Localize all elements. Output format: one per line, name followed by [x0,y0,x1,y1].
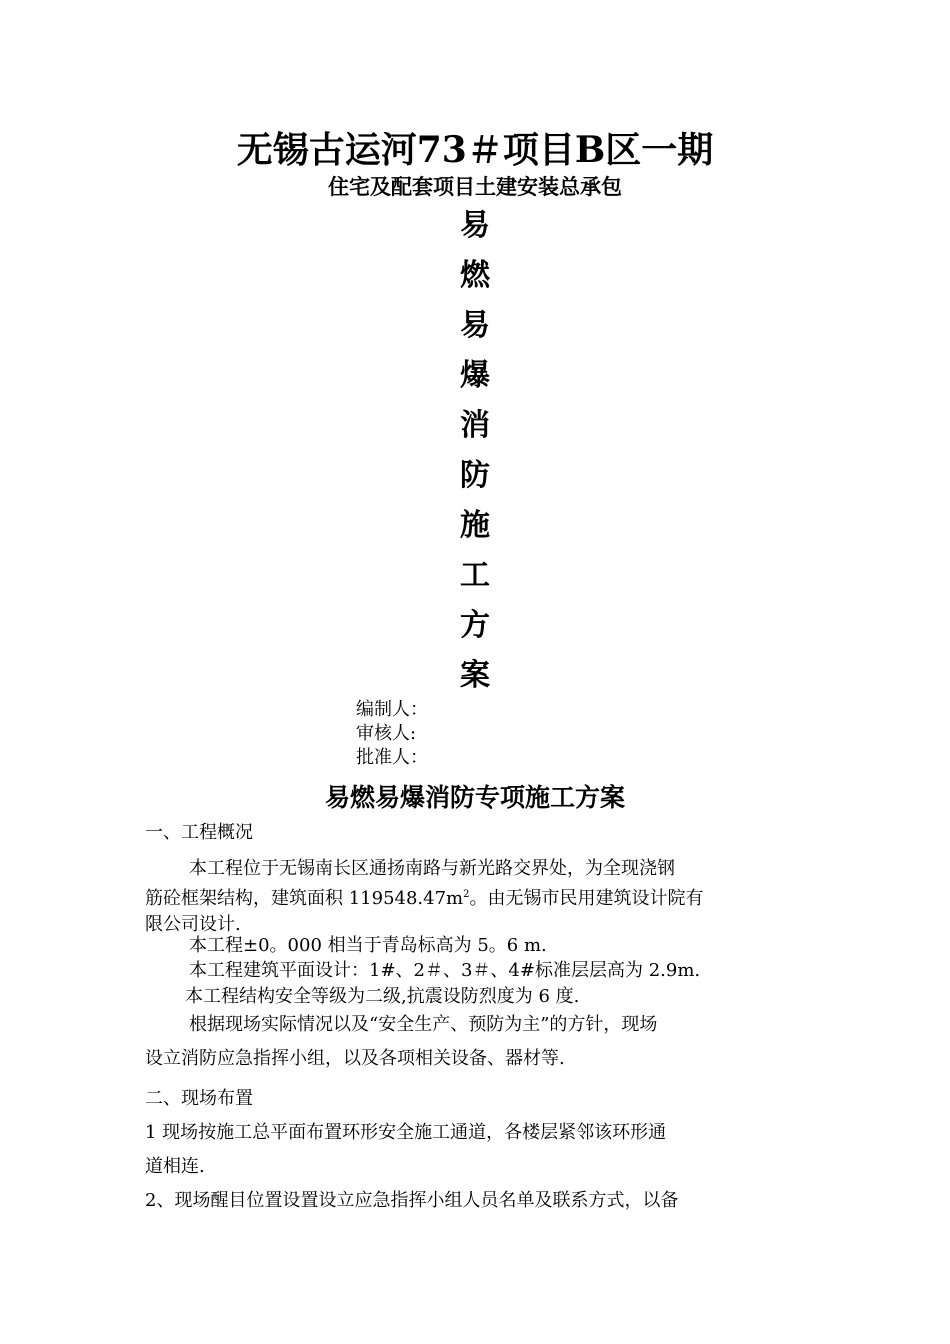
paragraph-line: 1 现场按施工总平面布置环形安全施工通道，各楼层紧邻该环形通 [145,1122,667,1143]
layout-section [145,1082,810,1218]
paragraph-line: 设立消防应急指挥小组，以及各项相关设备、器材等. [145,1048,565,1069]
overview-paragraph-4 [145,984,810,1010]
paragraph-line: 本工程结构安全等级为二级,抗震设防烈度为 6 度. [185,986,580,1007]
document-subtitle: 住宅及配套项目土建安装总承包 [328,174,622,199]
text-span: 。由无锡市民用建筑设计院有 [469,888,704,909]
overview-paragraph-1 [145,856,810,938]
heading-text: 一、工程概况 [145,822,253,843]
reviewer-label: 审核人: [356,723,417,744]
signature-block [356,698,428,770]
vertical-title-char: 易 [460,208,490,243]
heading-text: 二、现场布置 [145,1088,253,1109]
paragraph-line: 2、现场醒目位置设置设立应急指挥小组人员名单及联系方式，以备 [145,1190,679,1211]
vertical-title-char: 防 [460,458,490,493]
compiler-label: 编制人： [356,699,428,720]
vertical-title [448,204,502,704]
vertical-title-char: 燃 [460,258,490,293]
vertical-title-char: 消 [460,408,490,443]
superscript: 2 [463,889,470,900]
overview-heading [145,820,810,846]
paragraph-line [145,882,810,912]
overview-paragraph-5 [145,1008,810,1076]
paragraph-line: 限公司设计. [145,914,241,935]
paragraph-line: 根据现场实际情况以及“安全生产、预防为主”的方针，现场 [189,1014,658,1035]
paragraph-line: 本工程±0。000 相当于青岛标高为 5。6 m. [189,935,547,956]
section-title: 易燃易爆消防专项施工方案 [324,783,625,812]
paragraph-line: 本工程建筑平面设计：1#、2＃、3＃、4#标准层层高为 2.9m. [189,960,701,981]
vertical-title-char: 工 [460,558,490,593]
overview-paragraph-2 [145,933,810,959]
document-title: 无锡古运河73＃项目B区一期 [236,129,714,171]
vertical-title-char: 易 [460,308,490,343]
vertical-title-char: 爆 [460,358,490,393]
paragraph-line: 本工程位于无锡南长区通扬南路与新光路交界处，为全现浇钢 [189,858,675,879]
vertical-title-char: 案 [460,658,490,693]
vertical-title-char: 施 [460,508,490,543]
overview-paragraph-3 [145,958,810,984]
text-span: 筋砼框架结构，建筑面积 119548.47m [145,888,464,909]
approver-label: 批准人： [356,747,428,768]
vertical-title-char: 方 [460,608,490,643]
paragraph-line: 道相连. [145,1156,205,1177]
